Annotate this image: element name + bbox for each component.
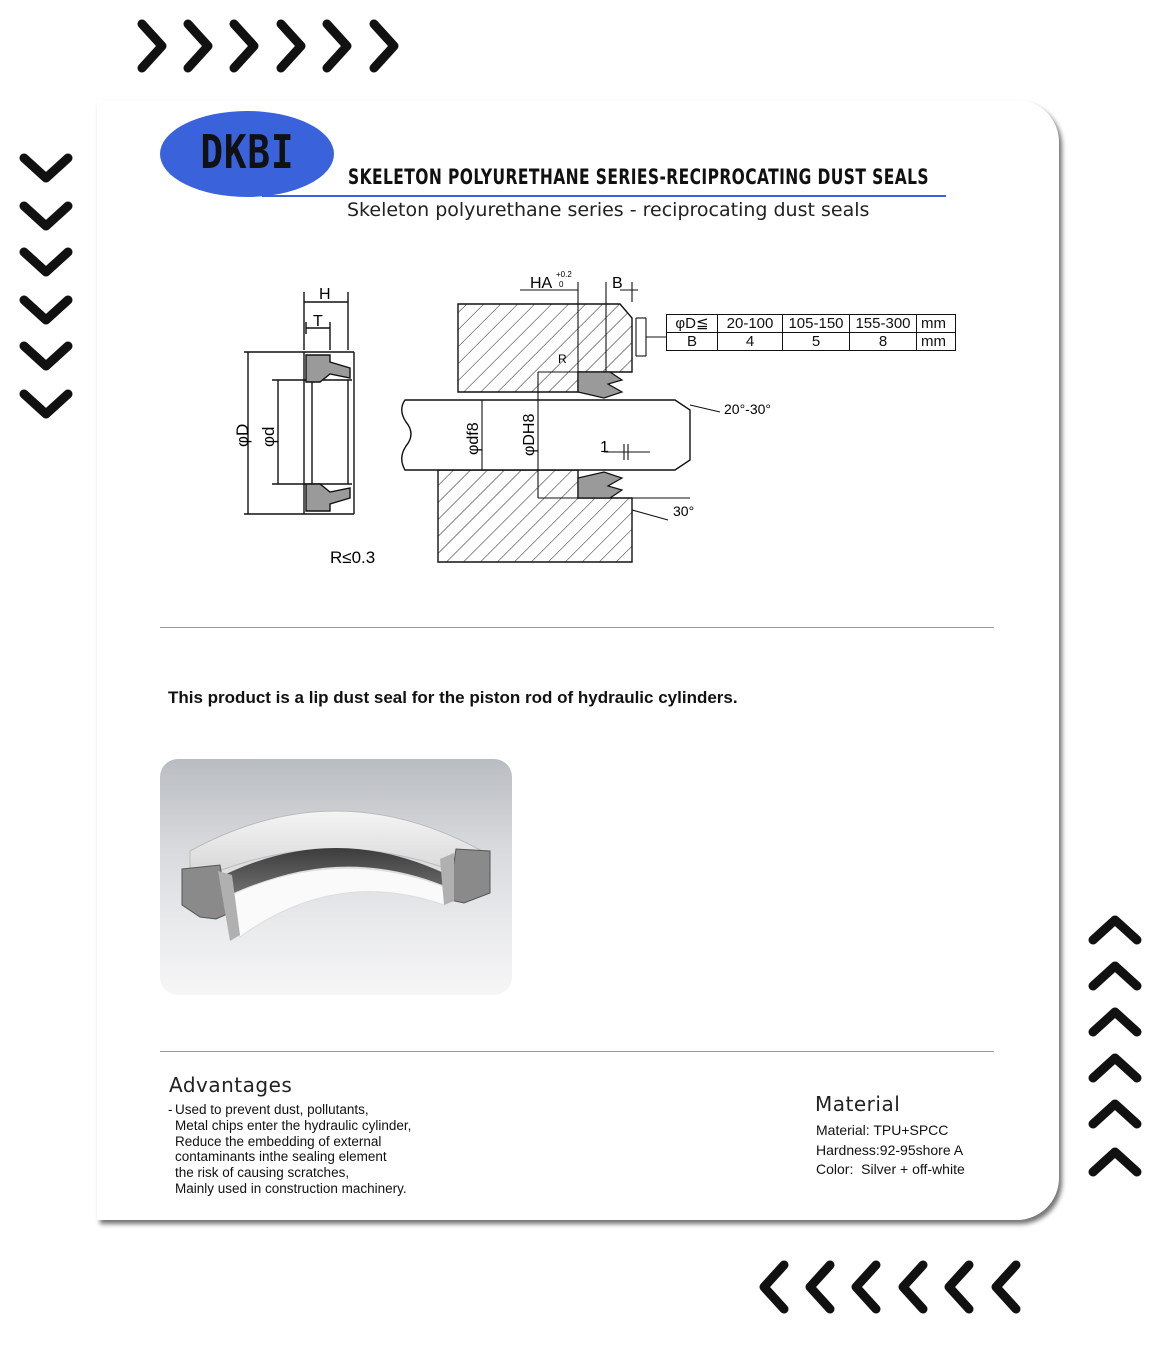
label-HA-tol-lower: 0 [559,280,564,289]
top-chevrons [134,18,414,74]
page-subtitle: Skeleton polyurethane series - reciprocating dust seals [347,199,870,221]
list-item: contaminants inthe sealing element [175,1149,387,1165]
product-description: This product is a lip dust seal for the piston rod of hydraulic cylinders. [168,688,738,707]
table-cell: mm [917,333,956,351]
seal-drawing [220,262,780,582]
list-item: Material: TPU+SPCC [816,1122,949,1138]
seal-cross-section [244,292,354,514]
label-phi-df8: φdf8 [465,422,482,455]
size-table [666,314,956,351]
label-angle-bore: 30° [673,503,695,519]
technical-drawing [220,262,780,586]
label-HA: HA [530,275,553,292]
table-cell: 5 [783,333,850,351]
label-H: H [319,286,331,303]
table-cell: 155-300 [850,315,917,333]
list-item: the risk of causing scratches, [175,1165,350,1181]
table-cell: 105-150 [783,315,850,333]
right-chevrons [1087,912,1143,1184]
brand-logo [160,111,334,197]
label-one: 1 [600,439,609,456]
material-list [816,1121,965,1180]
advantages-list [168,1102,411,1197]
label-phi-d: φd [259,426,278,447]
label-R: R [558,352,567,366]
table-row [667,333,956,351]
list-item: Mainly used in construction machinery. [175,1180,407,1196]
chevron-down-icon [18,150,74,422]
left-chevrons [18,150,74,422]
chevron-left-icon [756,1259,1036,1315]
page-title: SKELETON POLYURETHANE SERIES-RECIPROCATING DUST SEALS [348,165,929,189]
label-angle-rod: 20°-30° [724,401,772,417]
label-B: B [612,275,623,292]
list-item: Metal chips enter the hydraulic cylinder, [175,1117,412,1133]
label-HA-tol-upper: +0.2 [556,270,572,279]
label-phi-D: φD [233,423,252,447]
title-underline [262,195,946,197]
bottom-chevrons [756,1259,1036,1315]
table-cell: 8 [850,333,917,351]
table-cell: φD≦ [667,315,718,333]
chevron-right-icon [134,18,414,74]
list-item: Hardness:92-95shore A [816,1141,964,1158]
product-photo [160,759,512,995]
table-cell: B [667,333,718,351]
material-heading: Material [815,1092,901,1116]
list-item: Reduce the embedding of external [175,1133,382,1149]
label-phi-DH8: φDH8 [521,413,538,456]
list-item: Color: Silver + off-white [816,1161,965,1177]
label-r-note: R≤0.3 [330,548,376,567]
list-item: - Used to prevent dust, pollutants, [168,1102,411,1118]
seal-ring-image [160,759,512,995]
chevron-up-icon [1087,912,1143,1184]
label-T: T [313,313,323,330]
table-cell: 20-100 [718,315,783,333]
table-row [667,315,956,333]
divider [160,1051,994,1052]
table-cell: 4 [718,333,783,351]
divider [160,627,994,628]
advantages-heading: Advantages [169,1073,293,1097]
logo-text: DKBI [199,125,295,179]
table-cell: mm [917,315,956,333]
